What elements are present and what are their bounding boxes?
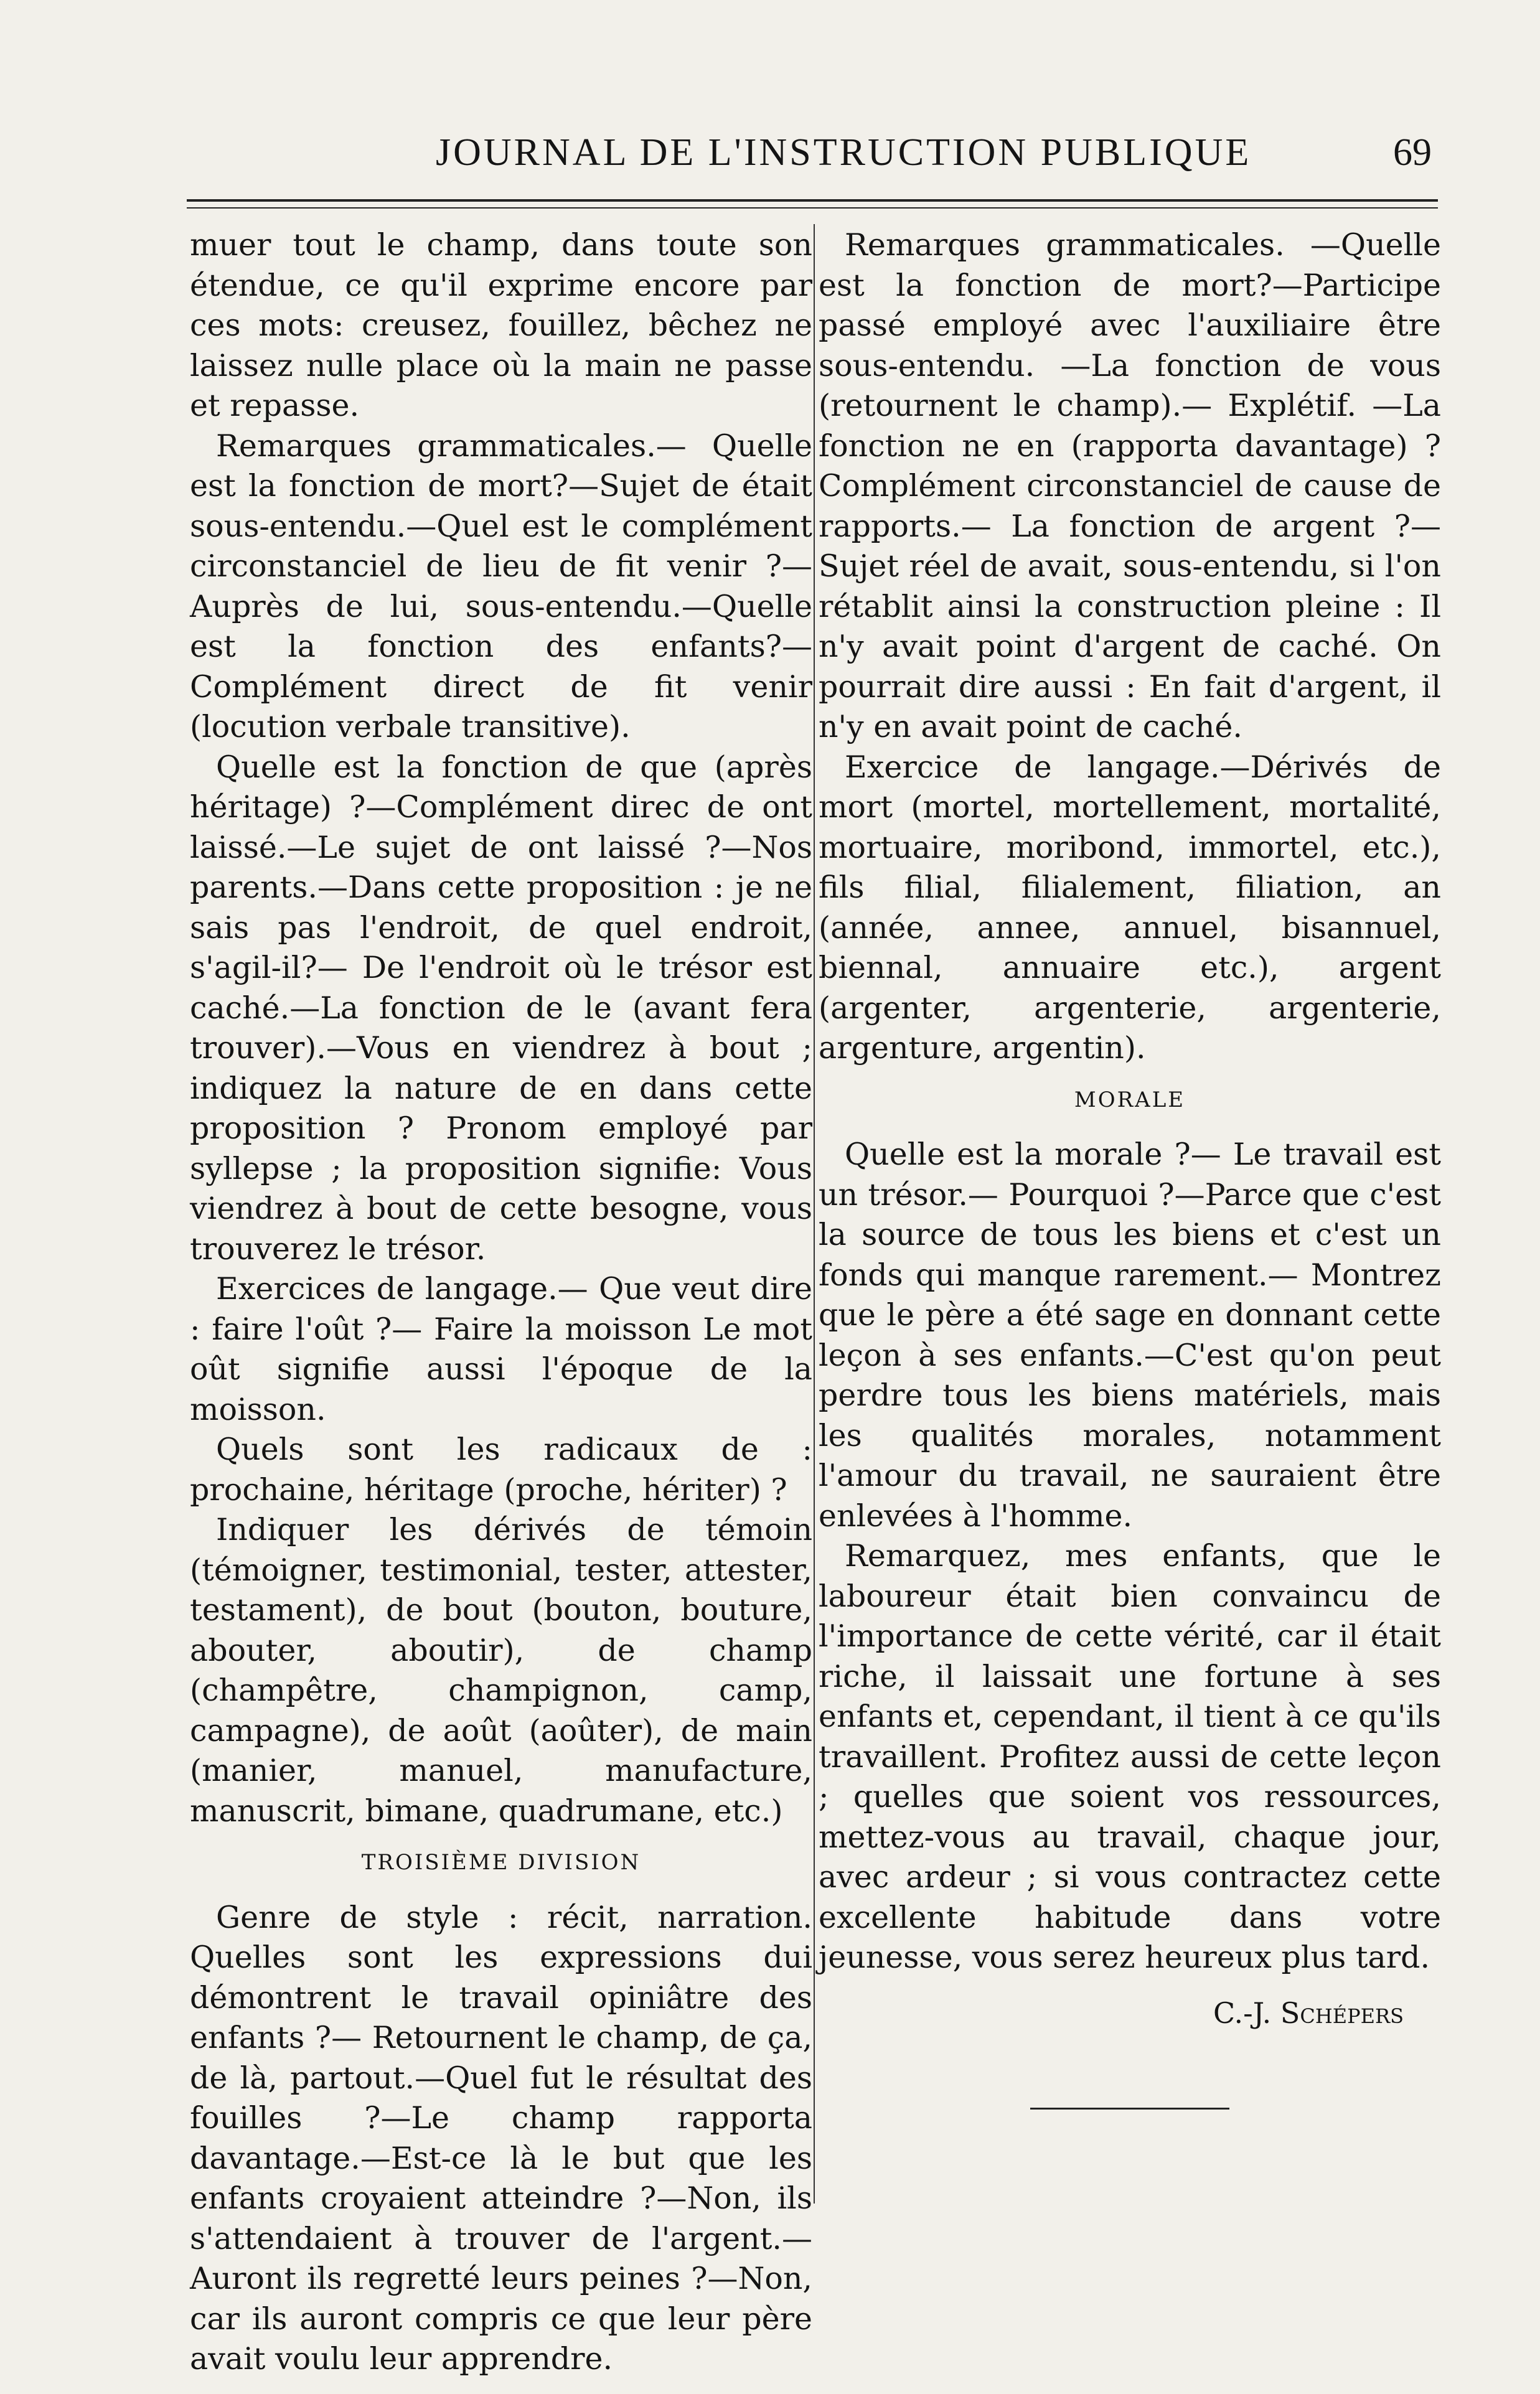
closing-rule	[1030, 2108, 1229, 2110]
paragraph: Quels sont les radicaux de : prochaine, héritage (proche, hériter) ?	[190, 1432, 812, 1508]
header-rule	[187, 199, 1438, 202]
paragraph: Indiquer les dérivés de témoin (témoigner, testimonial, tester, attester, testament), de bout (bouton, bouture, abouter, aboutir), de champ (champêtre, champignon, camp, campagne), de août (aoûter), de main (manier, manuel, manufacture, manuscrit, bimane, quadrumane, etc.)	[190, 1512, 812, 1829]
paragraph: Genre de style : récit, narration. Quelles sont les expressions dui démontrent le travail opiniâtre des enfants ?— Retournent le champ, de ça, de là, partout.—Quel fut le résultat des fouilles ?—Le champ rapporta davantage.—Est-ce là le but que les enfants croyaient atteindre ?—Non, ils s'attendaient à trouver de l'argent.— Auront ils regretté leurs peines ?—Non, car ils auront compris ce que leur père avait voulu leur apprendre.	[190, 1899, 812, 2377]
paragraph: muer tout le champ, dans toute son étendue, ce qu'il exprime encore par ces mots: creusez, fouillez, bêchez ne laissez nulle place où la main ne passe et repasse.	[190, 227, 812, 423]
section-title: TROISIÈME DIVISION	[361, 1850, 641, 1875]
paragraph: Remarques grammaticales.— Quelle est la fonction de mort?—Sujet de était sous-entendu.—Quel est le complément circonstanciel de lieu de fit venir ?—Auprès de lui, sous-entendu.—Quelle est la fonction des enfants?—Complément direct de fit venir (locution verbale transitive).	[190, 428, 812, 744]
paragraph: Quelle est la fonction de que (après héritage) ?—Complément direc de ont laissé.—Le sujet de ont laissé ?—Nos parents.—Dans cette proposition : je ne sais pas l'endroit, de quel endroit, s'agil-il?— De l'endroit où le trésor est caché.—La fonction de le (avant fera trouver).—Vous en viendrez à bout ; indiquez la nature de en dans cette proposition ? Pronom employé par syllepse ; la proposition signifie: Vous viendrez à bout de cette besogne, vous trouverez le trésor.	[190, 749, 812, 1267]
left-column	[190, 225, 812, 2380]
running-title: JOURNAL DE L'INSTRUCTION PUBLIQUE	[436, 131, 1252, 174]
signature: C.-J. Schépers	[1213, 1996, 1404, 2030]
page-number: 69	[1393, 131, 1432, 174]
section-title: MORALE	[1074, 1087, 1186, 1112]
page-header	[187, 118, 1438, 174]
paragraph: Exercice de langage.—Dérivés de mort (mortel, mortellement, mortalité, mortuaire, moribond, immortel, etc.), fils filial, filialement, filiation, an (année, annee, annuel, bisannuel, biennal, annuaire etc.), argent (argenter, argenterie, argenterie, argenture, argentin).	[819, 749, 1441, 1066]
column-divider	[814, 224, 815, 2204]
paragraph: Remarquez, mes enfants, que le laboureur était bien convaincu de l'importance de cette vérité, car il était riche, il laissait une fortune à ses enfants et, cependant, il tient à ce qu'ils travaillent. Profitez aussi de cette leçon ; quelles que soient vos ressources, mettez-vous au travail, chaque jour, avec ardeur ; si vous contractez cette excellente habitude dans votre jeunesse, vous serez heureux plus tard.	[819, 1538, 1441, 1975]
header-rule-thin	[187, 207, 1438, 209]
right-column	[819, 225, 1441, 2110]
paragraph: Quelle est la morale ?— Le travail est un trésor.— Pourquoi ?—Parce que c'est la source de tous les biens et c'est un fonds qui manque rarement.— Montrez que le père a été sage en donnant cette leçon à ses enfants.—C'est qu'on peut perdre tous les biens matériels, mais les qualités morales, notamment l'amour du travail, ne sauraient être enlevées à l'homme.	[819, 1137, 1441, 1534]
paragraph: Exercices de langage.— Que veut dire : faire l'oût ?— Faire la moisson Le mot oût signifie aussi l'époque de la moisson.	[190, 1271, 812, 1427]
paragraph: Remarques grammaticales. —Quelle est la fonction de mort?—Participe passé employé avec l'auxiliaire être sous-entendu. —La fonction de vous (retournent le champ).— Explétif. —La fonction ne en (rapporta davantage) ? Complément circonstanciel de cause de rapports.— La fonction de argent ?—Sujet réel de avait, sous-entendu, si l'on rétablit ainsi la construction pleine : Il n'y avait point d'argent de caché. On pourrait dire aussi : En fait d'argent, il n'y en avait point de caché.	[819, 227, 1441, 744]
